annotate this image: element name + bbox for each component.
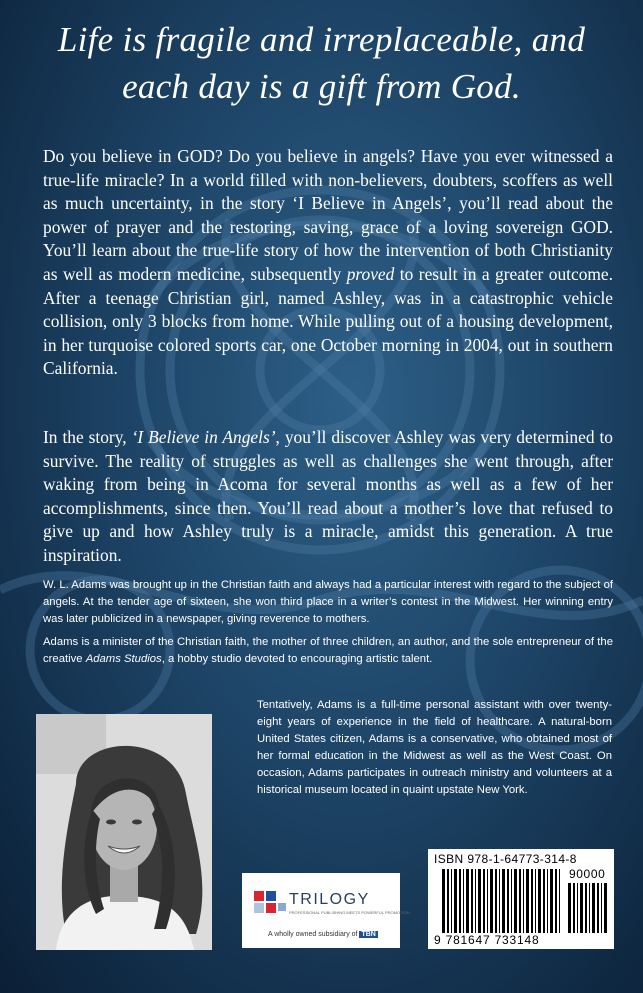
- studio-name-emphasis: Adams Studios: [85, 653, 162, 665]
- bio-text: , a hobby studio devoted to encouraging artistic talent.: [161, 653, 433, 665]
- blurb-text: , you’ll discover Ashley was very determined to survive. The reality of struggles as well as challenges she went through, after waking from being in Acoma for several months as well as a few of her accomplishments, since then. You’ll read about a mother’s love that refused to give up and how Ashley truly is a miracle, amidst this generation. A true inspiration.: [43, 427, 613, 565]
- barcode-bar: [538, 869, 541, 933]
- author-bio-paragraph-3: Tentatively, Adams is a full-time personal assistant with over twenty-eight years of experience in the field of healthcare. A natural-born United States citizen, Adams is a conservative, who obtained most of her formal education in the Midwest as well as the West Coast. On occasion, Adams participates in outreach ministry and volunteers at a historical museum located in quaint upstate New York.: [257, 699, 612, 796]
- price-code: 90000: [569, 867, 606, 881]
- barcode-bar: [507, 869, 509, 933]
- tbn-logo: TBN: [361, 931, 376, 938]
- author-photo: [36, 714, 212, 950]
- barcode-bar: [511, 869, 512, 933]
- barcode-bar: [585, 883, 587, 933]
- isbn-digits: 9 781647 733148: [434, 933, 540, 947]
- barcode-bar: [495, 869, 497, 933]
- blurb-text: Do you believe in GOD? Do you believe in angels? Have you ever witnessed a true-life miracle? In a world filled with non-believers, doubters, scoffers as well as much uncertainty, in the story ‘I Believe in Angels’, you’ll read about the power of prayer and the restoring, saving, grace of a loving sovereign GOD. You’ll learn about the true-life story of how the intervention of both Christianity as well as modern medicine, subsequently: [43, 146, 613, 284]
- publisher-subsidiary-line: [268, 931, 378, 938]
- barcode-bar: [543, 869, 545, 933]
- barcode-bar: [592, 883, 595, 933]
- barcode-bar: [601, 883, 602, 933]
- barcode-bar: [577, 883, 578, 933]
- barcode-bars-addon: [568, 883, 608, 933]
- barcode-bar: [475, 869, 476, 933]
- barcode-bar: [604, 883, 607, 933]
- headline: [20, 16, 623, 110]
- barcode-bar: [573, 883, 575, 933]
- barcode-bar: [502, 869, 505, 933]
- barcode-bar: [471, 869, 473, 933]
- barcode-bar: [531, 869, 533, 933]
- book-title-emphasis: ‘I Believe in Angels’: [131, 427, 276, 447]
- author-portrait-image: [36, 714, 212, 950]
- publisher-logo: [242, 873, 410, 948]
- barcode-bars-main: [442, 869, 562, 933]
- isbn-label: ISBN 978-1-64773-314-8: [434, 852, 577, 866]
- barcode-bar: [550, 869, 553, 933]
- barcode-bar: [490, 869, 493, 933]
- headline-line-1: Life is fragile and irreplaceable, and: [57, 20, 586, 59]
- blurb-text: to result in a greater outcome. After a teenage Christian girl, named Ashley, was in a catastrophic vehicle collision, only 3 blocks from home. While pulling out of a housing development, in her turquoise colored sports car, one October morning in 2004, out in southern California.: [43, 263, 613, 379]
- bio-text: Adams is a minister of the Christian faith, the mother of three children, an author, and the sole entrepreneur of the creative: [43, 636, 613, 665]
- barcode-bar: [535, 869, 536, 933]
- publisher-tagline: PROFESSIONAL PUBLISHING MEETS POWERFUL PROMOTION: [289, 910, 410, 915]
- barcode-bar: [589, 883, 590, 933]
- barcode-bar: [499, 869, 500, 933]
- barcode-bar: [559, 869, 560, 933]
- author-bio-paragraph-1: W. L. Adams was brought up in the Christian faith and always had a particular interest with regard to the subject of angels. At the tender age of sixteen, she won third place in a writer’s contest in the Midwest. Her winning entry was later publicized in a newspaper, giving reverence to mothers.: [43, 579, 613, 625]
- barcode-bar: [466, 869, 469, 933]
- barcode-bar: [580, 883, 583, 933]
- barcode-bar: [597, 883, 599, 933]
- barcode-bar: [442, 869, 445, 933]
- barcode-bar: [526, 869, 529, 933]
- author-bio-paragraph-2: [43, 634, 613, 668]
- barcode-bar: [487, 869, 488, 933]
- blurb-emphasis: proved: [346, 263, 395, 284]
- subsidiary-text: A wholly owned subsidiary of: [268, 931, 358, 938]
- barcode-bar: [519, 869, 521, 933]
- barcode-bar: [447, 869, 449, 933]
- headline-line-2: each day is a gift from God.: [122, 67, 521, 106]
- barcode-bar: [568, 883, 571, 933]
- isbn-barcode: [428, 849, 614, 949]
- barcode-bar: [454, 869, 457, 933]
- barcode-bar: [451, 869, 452, 933]
- blurb-paragraph-1: [43, 145, 613, 381]
- barcode-bar: [483, 869, 485, 933]
- barcode-bar: [547, 869, 548, 933]
- blurb-paragraph-2: [43, 426, 613, 568]
- publisher-name: TRILOGY: [289, 891, 370, 908]
- barcode-bar: [555, 869, 557, 933]
- barcode-bar: [459, 869, 461, 933]
- barcode-bar: [478, 869, 481, 933]
- barcode-bar: [523, 869, 524, 933]
- barcode-bar: [514, 869, 517, 933]
- blurb-text: In the story,: [43, 427, 132, 447]
- barcode-bar: [463, 869, 464, 933]
